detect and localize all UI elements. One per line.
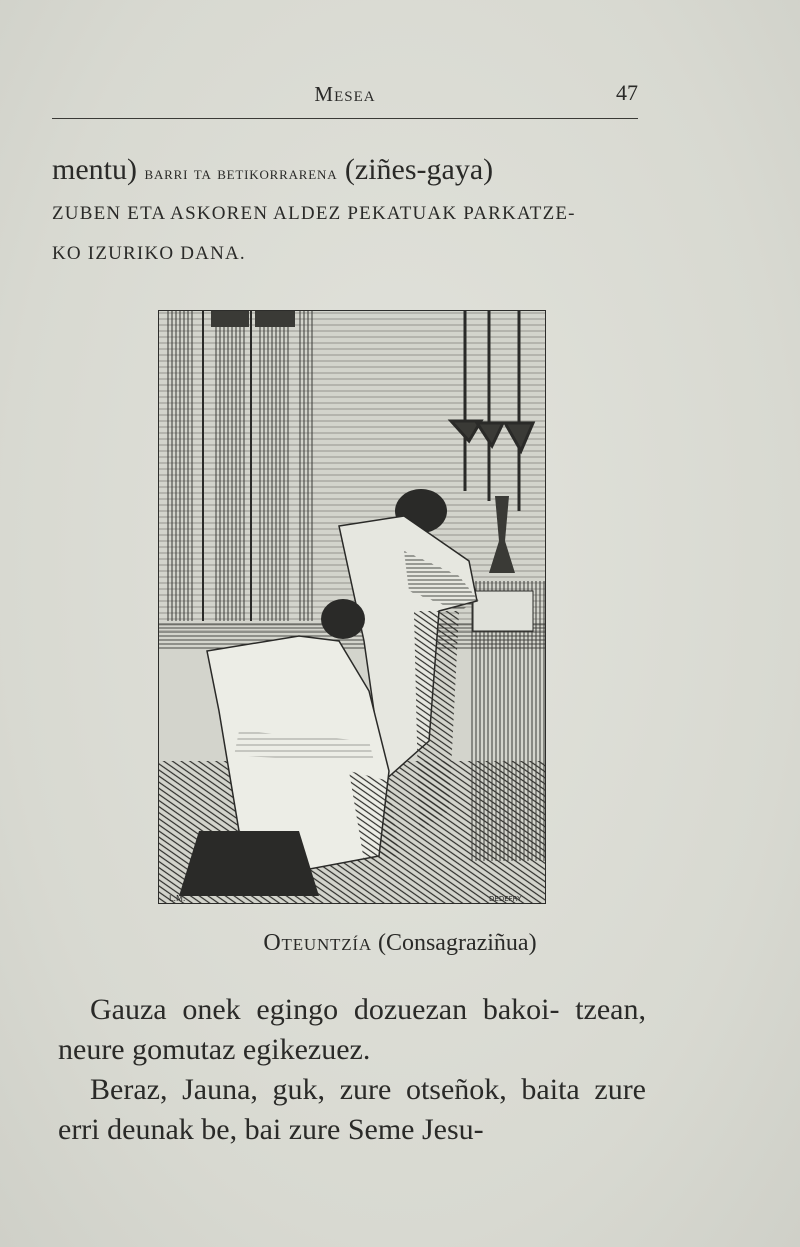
caption-subtitle: (Consagraziñua) [377, 930, 537, 956]
intro-line-3: KO IZURIKO DANA. [52, 243, 246, 264]
intro-line-2: ZUBEN ETA ASKOREN ALDEZ PEKATUAK PARKATZE- [52, 203, 576, 224]
engraving-illustration [158, 310, 546, 904]
figure-caption [0, 930, 800, 957]
engraving-signature-right: DEDEFRY [489, 895, 522, 903]
intro-line-1 [52, 150, 642, 194]
engraving-signature-left: L.M. [169, 894, 186, 903]
caption-title: Oteuntzía [263, 930, 372, 956]
page-number: 47 [616, 80, 638, 105]
intro-line-1-end: (ziñes-gaya) [344, 153, 494, 186]
paragraph-1: Gauza onek egingo dozuezan bakoi- tzean, neure gomutaz egikezuez. [58, 993, 646, 1066]
intro-text [52, 150, 642, 274]
running-title: Mesea [314, 82, 376, 106]
intro-line-1-smallcaps: barri ta betikorrarena [144, 163, 338, 184]
paragraph-2: Beraz, Jauna, guk, zure otseñok, baita zure erri deunak be, bai zure Seme Jesu- [58, 1073, 646, 1146]
engraving-svg [159, 311, 545, 903]
running-header [52, 78, 638, 119]
body-text [58, 990, 646, 1150]
intro-line-1-start: mentu) [52, 153, 137, 186]
